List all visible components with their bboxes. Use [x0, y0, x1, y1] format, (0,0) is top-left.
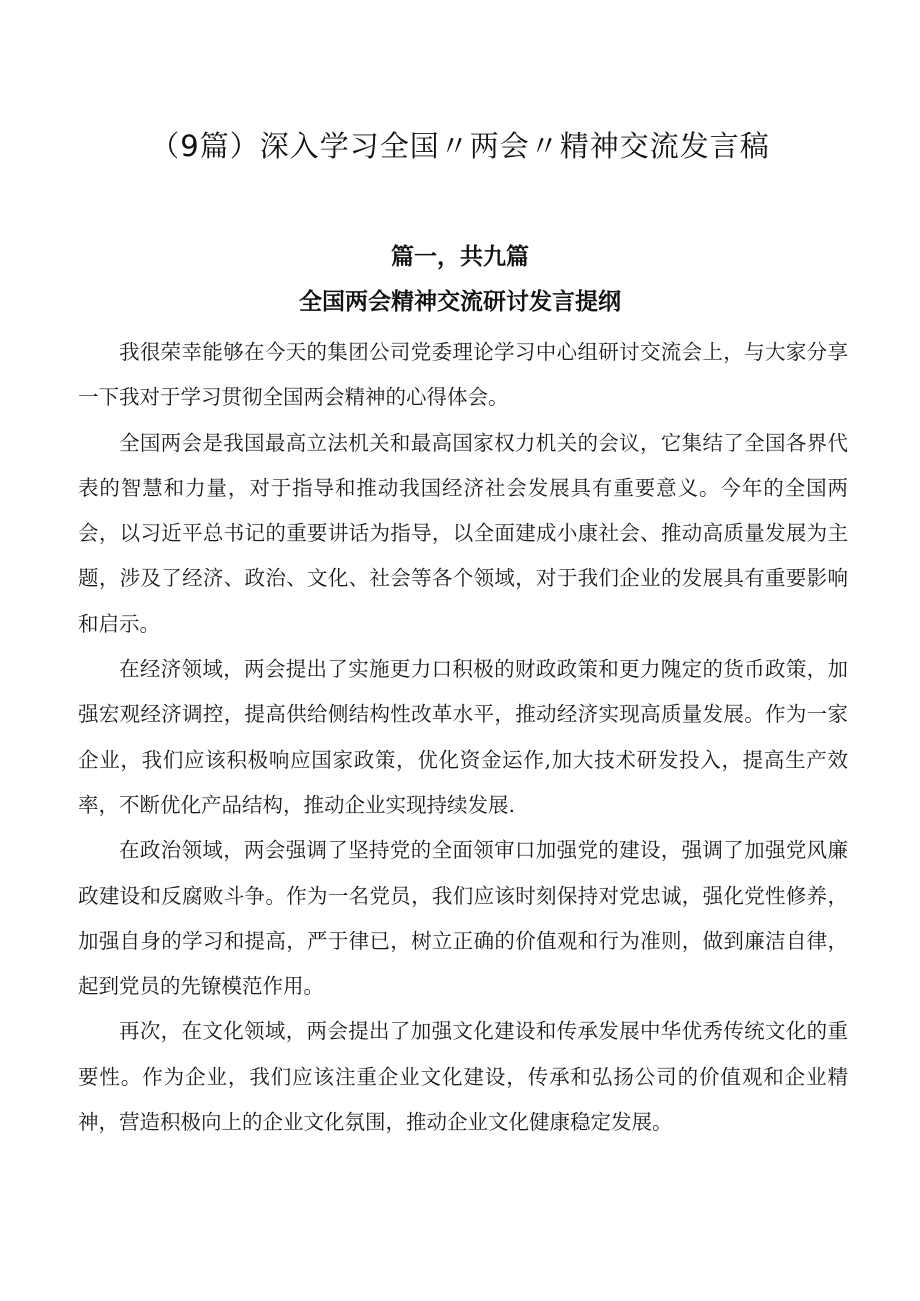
- document-body: [78, 330, 848, 1145]
- section-heading: 篇一，共九篇: [391, 244, 529, 270]
- paragraph: 在经济领域，两会提出了实施更力口积极的财政政策和更力隗定的货币政策，加强宏观经济调控，提高供给侧结构性改革水平，推动经济实现高质量发展。作为一家企业，我们应该积极响应国家政策，优化资金运作,加大技术研发投入，提高生产效率，不断优化产品结构，推动企业实现持续发展.: [78, 657, 848, 817]
- document-title: （9篇）深入学习全国〃两会〃精神交流发言稿: [150, 129, 770, 163]
- paragraph: 再次，在文化领域，两会提出了加强文化建设和传承发展中华优秀传统文化的重要性。作为企业，我们应该注重企业文化建设，传承和弘扬公司的价值观和企业精神，营造积极向上的企业文化氛围，推动企业文化健康稳定发展。: [78, 1019, 848, 1135]
- paragraph: 我很荣幸能够在今天的集团公司党委理论学习中心组研讨交流会上，与大家分享一下我对于学习贯彻全国两会精神的心得体会。: [78, 340, 848, 410]
- paragraph: 在政治领域，两会强调了坚持党的全面领审口加强党的建设，强调了加强党风廉政建设和反腐败斗争。作为一名党员，我们应该时刻保持对党忠诚，强化党性修养，加强自身的学习和提高，严于律已，树立正确的价值观和行为准则，做到廉洁自律，起到党员的先镣模范作用。: [78, 838, 848, 999]
- paragraph: 全国两会是我国最高立法机关和最高国家权力机关的会议，它集结了全国各界代表的智慧和力量，对于指导和推动我国经济社会发展具有重要意义。今年的全国两会，以习近平总书记的重要讲话为指导，以全面建成小康社会、推动高质量发展为主题，涉及了经济、政治、文化、社会等各个领域，对于我们企业的发展具有重要影响和启示。: [78, 430, 848, 636]
- section-subheading: 全国两会精神交流研讨发言提纲: [299, 289, 621, 315]
